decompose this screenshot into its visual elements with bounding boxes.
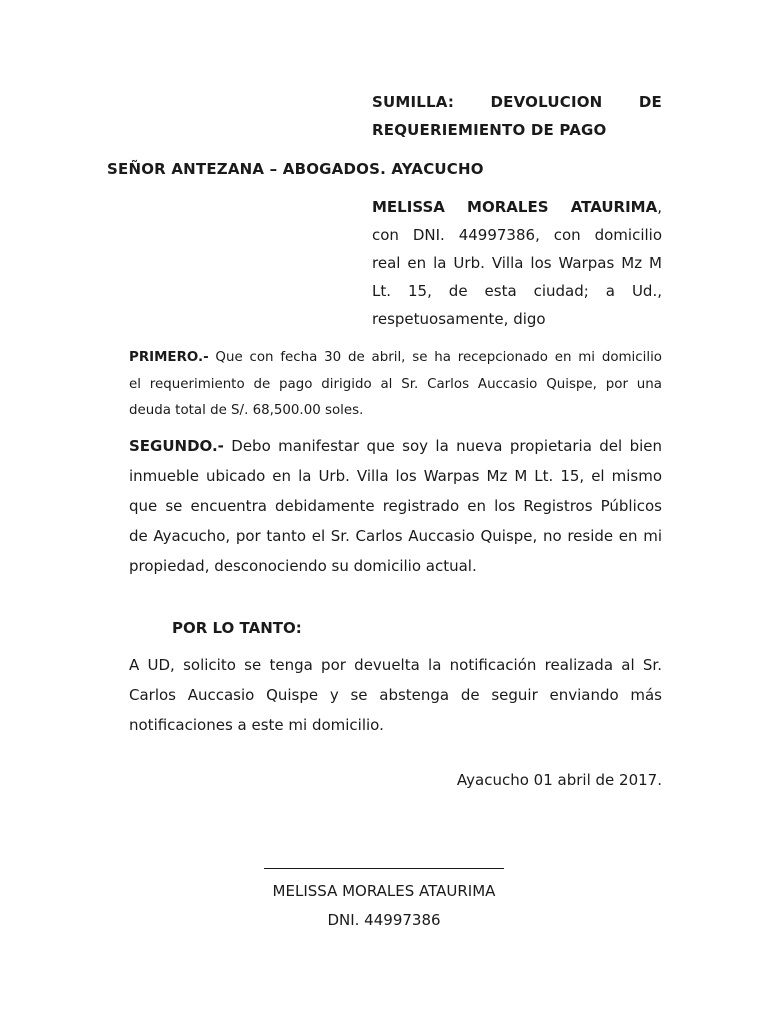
sumilla-second-line: REQUERIEMIENTO DE PAGO: [372, 121, 607, 139]
por-lo-tanto-heading: POR LO TANTO:: [172, 619, 302, 637]
segundo-line: de Ayacucho, por tanto el Sr. Carlos Auccasio Quispe, no reside en mi: [129, 527, 662, 545]
sender-line: con DNI. 44997386, con domicilio: [372, 226, 662, 244]
segundo-line: propiedad, desconociendo su domicilio actual.: [129, 557, 477, 575]
sumilla-word-de: DE: [638, 93, 662, 111]
signature-dni: DNI. 44997386: [327, 911, 441, 929]
sender-line: real en la Urb. Villa los Warpas Mz M: [372, 254, 662, 272]
sender-name-line: [372, 193, 662, 221]
signature-name: MELISSA MORALES ATAURIMA: [272, 882, 496, 900]
sumilla-word-devolucion: DEVOLUCION: [490, 93, 603, 111]
segundo-line: inmueble ubicado en la Urb. Villa los Warpas Mz M Lt. 15, el mismo: [129, 467, 662, 485]
sumilla-label: SUMILLA:: [372, 93, 455, 111]
petition-line: notificaciones a este mi domicilio.: [129, 716, 384, 734]
segundo-lead: SEGUNDO.-: [129, 437, 224, 455]
signature-line: [264, 868, 504, 869]
sender-name-comma: ,: [657, 198, 662, 216]
sender-line: respetuosamente, digo: [372, 310, 546, 328]
primero-line: deuda total de S/. 68,500.00 soles.: [129, 403, 364, 418]
petition-line: Carlos Auccasio Quispe y se abstenga de seguir enviando más: [129, 686, 662, 704]
paragraph-primero: [129, 345, 662, 425]
petition-line: A UD, solicito se tenga por devuelta la notificación realizada al Sr.: [129, 656, 662, 674]
paragraph-petition: [129, 650, 662, 740]
sumilla-first-line: [372, 88, 662, 116]
sumilla-block: [372, 88, 662, 144]
primero-line1-text: Que con fecha 30 de abril, se ha recepcionado en mi domicilio: [208, 350, 662, 365]
addressee-heading: SEÑOR ANTEZANA – ABOGADOS. AYACUCHO: [107, 160, 484, 178]
sender-block: [372, 193, 662, 333]
paragraph-segundo: [129, 431, 662, 581]
segundo-line: que se encuentra debidamente registrado en los Registros Públicos: [129, 497, 662, 515]
segundo-line: [129, 431, 662, 461]
sender-name: MELISSA MORALES ATAURIMA: [372, 198, 658, 216]
segundo-line1-text: Debo manifestar que soy la nueva propietaria del bien: [223, 437, 662, 455]
primero-lead: PRIMERO.-: [129, 350, 209, 365]
sender-line: Lt. 15, de esta ciudad; a Ud.,: [372, 282, 662, 300]
date-line: Ayacucho 01 abril de 2017.: [456, 771, 662, 789]
primero-line: [129, 345, 662, 372]
primero-line: el requerimiento de pago dirigido al Sr. Carlos Auccasio Quispe, por una: [129, 376, 662, 392]
